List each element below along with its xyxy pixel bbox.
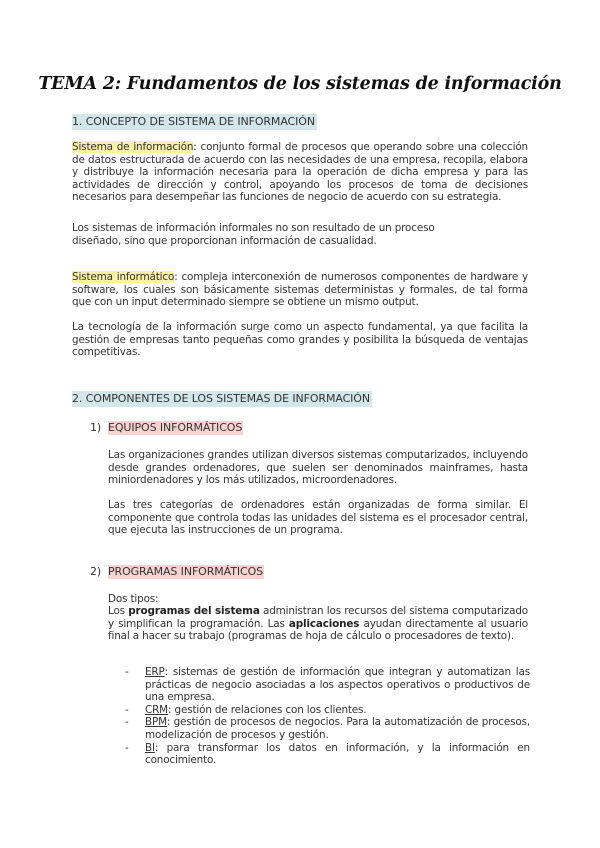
software-bullet-list <box>118 666 530 767</box>
bi-term: BI <box>145 741 155 754</box>
bullet-dash: - <box>125 716 129 729</box>
section-2-heading: 2. COMPONENTES DE LOS SISTEMAS DE INFORMACIÓN <box>72 392 370 405</box>
bpm-text: : gestión de procesos de negocios. Para la automatización de procesos, modelización de procesos y gestión. <box>145 716 530 741</box>
information-system-term: Sistema de información <box>72 141 194 153</box>
document-title: TEMA 2: Fundamentos de los sistemas de información <box>38 74 562 94</box>
computer-equipment-paragraph-1: Las organizaciones grandes utilizan diversos sistemas computarizados, incluyendo desde grandes ordenadores, que suelen ser denominados mainframes, hasta miniordenadores y los más utilizados, microordenadores. <box>108 449 528 487</box>
system-programs-term: programas del sistema <box>128 605 260 617</box>
subsection-2-number: 2) <box>90 565 102 578</box>
bi-text: : para transformar los datos en información, y la información en conocimiento. <box>145 741 530 767</box>
bullet-dash: - <box>125 741 129 754</box>
computer-system-text: : compleja interconexión de numerosos componentes de hardware y software, los cuales son básicamente sistemas deterministas y formales, de tal forma que con un input determinado siempre se obtiene un mismo output. <box>72 271 528 309</box>
list-item <box>118 716 530 741</box>
subsection-2-title: PROGRAMAS INFORMÁTICOS <box>108 565 264 578</box>
subsection-1-title: EQUIPOS INFORMÁTICOS <box>108 421 243 434</box>
computer-system-term: Sistema informático <box>72 271 175 283</box>
information-technology-paragraph: La tecnología de la información surge como un aspecto fundamental, ya que facilita la gestión de empresas tanto pequeñas como grandes y posibilita la búsqueda de ventajas competitivas. <box>72 321 528 359</box>
information-system-text: : conjunto formal de procesos que operando sobre una colección de datos estructurada de acuerdo con las necesidades de una empresa, recopila, elabora y distribuye la información necesaria para la operación de dicha empresa y para las actividades de dirección y control, apoyando los procesos de toma de decisiones necesarios para desempeñar las funciones de negocio de acuerdo con su estrategia. <box>72 141 528 204</box>
erp-text: : sistemas de gestión de información que integran y automatizan las prácticas de negocio asociadas a los aspectos operativos o productivos de una empresa. <box>145 666 530 704</box>
software-types-paragraph <box>108 605 528 643</box>
information-system-definition <box>72 141 528 204</box>
software-types-intro: Dos tipos: <box>108 593 159 605</box>
crm-text: : gestión de relaciones con los clientes. <box>168 703 367 716</box>
software-text-a: Los <box>108 605 129 617</box>
software-text-c: administran los recursos del sistema computarizado y simplifican la programación. Las <box>108 605 528 630</box>
section-1-heading: 1. CONCEPTO DE SISTEMA DE INFORMACIÓN <box>72 115 315 128</box>
crm-term: CRM <box>145 703 168 716</box>
subsection-2-heading <box>90 565 264 578</box>
computer-equipment-paragraph-2: Las tres categorías de ordenadores están organizadas de forma similar. El componente que controla todas las unidades del sistema es el procesador central, que ejecuta las instrucciones de un programa. <box>108 499 528 537</box>
subsection-1-heading <box>90 421 243 434</box>
bullet-dash: - <box>125 703 129 716</box>
informal-systems-paragraph: Los sistemas de información informales no son resultado de un proceso diseñado, sino que proporcionan información de casualidad. <box>72 222 435 247</box>
computer-system-definition <box>72 271 528 309</box>
list-item <box>118 666 530 704</box>
software-text-e: ayudan directamente al usuario final a hacer su trabajo (programas de hoja de cálculo o procesadores de texto). <box>108 617 528 643</box>
bullet-dash: - <box>125 666 129 678</box>
applications-term: aplicaciones <box>288 617 360 630</box>
erp-term: ERP <box>145 666 165 678</box>
bpm-term: BPM <box>145 716 167 729</box>
subsection-1-number: 1) <box>90 421 102 434</box>
list-item <box>118 742 530 767</box>
list-item <box>118 704 530 717</box>
